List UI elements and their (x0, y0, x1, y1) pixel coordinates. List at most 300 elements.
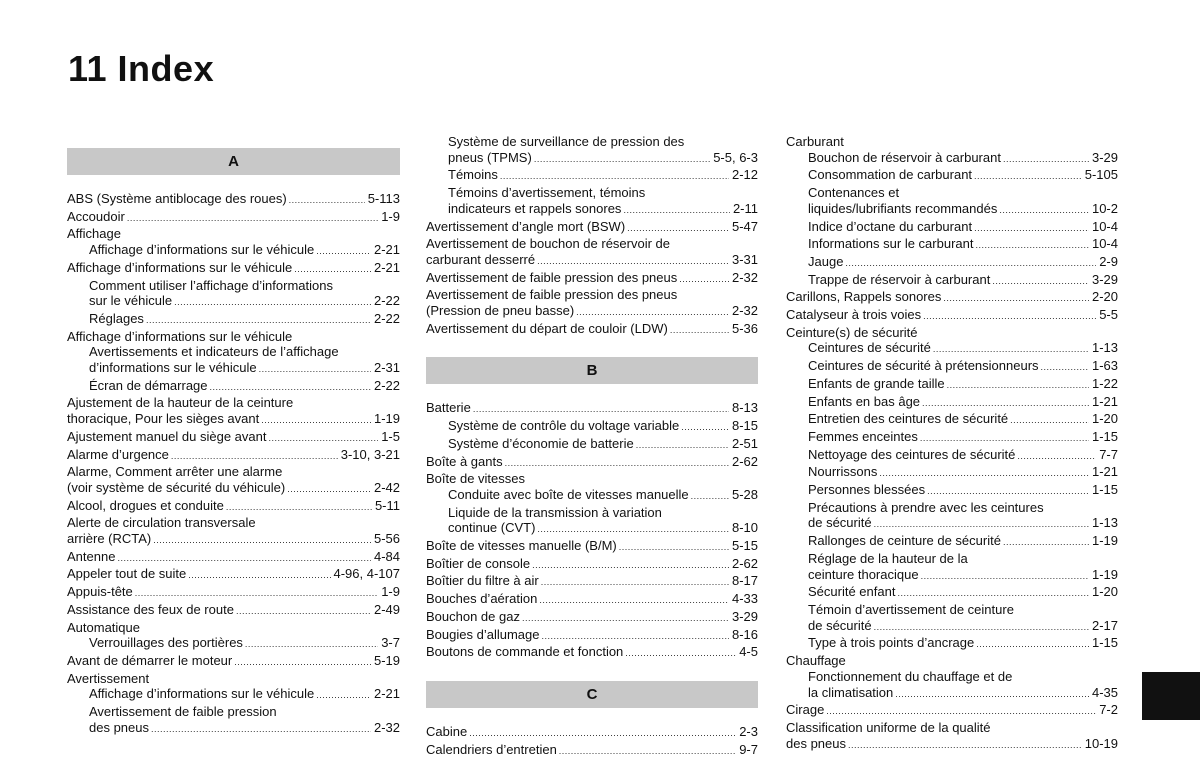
dot-leader (541, 575, 729, 591)
index-entry-label: Indice d’octane du carburant (808, 218, 973, 234)
index-entry-page: 2-21 (373, 686, 400, 702)
index-entry-label: Boîte de vitesses manuelle (B/M) (426, 538, 617, 554)
index-entry (426, 134, 758, 150)
dot-leader (234, 655, 371, 671)
dot-leader (1010, 413, 1089, 429)
index-entry (786, 669, 1118, 685)
dot-leader (505, 456, 729, 472)
index-entry-label: Catalyseur à trois voies (786, 307, 922, 323)
dot-leader (534, 152, 710, 168)
index-entry (426, 487, 758, 505)
dot-leader (897, 586, 1089, 602)
index-entry-label: Avertissement d’angle mort (BSW) (426, 218, 626, 234)
index-entry (786, 464, 1118, 482)
index-entry (786, 447, 1118, 465)
index-entry-label: Boîte de vitesses (426, 471, 525, 487)
index-entry (786, 515, 1118, 533)
index-entry-label: Système de contrôle du voltage variable (448, 418, 680, 434)
index-entry (67, 704, 400, 720)
index-entry-page: 2-31 (373, 360, 400, 376)
index-entry-page: 9-7 (739, 741, 758, 757)
index-entry-label: Jauge (808, 253, 844, 269)
dot-leader (236, 604, 371, 620)
index-entry (426, 454, 758, 472)
index-entry-page: 5-19 (373, 652, 400, 668)
index-entry (426, 436, 758, 454)
index-entry-page: 5-105 (1084, 167, 1118, 183)
dot-leader (316, 688, 371, 704)
index-entry (67, 311, 400, 329)
index-entry (67, 620, 400, 636)
index-entry-page: 2-12 (731, 167, 758, 183)
dot-leader (845, 256, 1096, 272)
index-entry-page: 1-5 (381, 428, 400, 444)
dot-leader (636, 438, 729, 454)
index-entry (786, 254, 1118, 272)
dot-leader (920, 431, 1089, 447)
index-entry (67, 429, 400, 447)
dot-leader (135, 586, 378, 602)
dot-leader (576, 305, 729, 321)
index-entry-label: Boîtier du filtre à air (426, 573, 539, 589)
index-entry (426, 644, 758, 662)
index-entry-page: 5-36 (731, 320, 758, 336)
index-entry-page: 2-22 (373, 310, 400, 326)
index-entry (426, 321, 758, 339)
index-entry (67, 447, 400, 465)
index-entry-label: Alerte de circulation transversale (67, 515, 256, 531)
dot-leader (174, 295, 371, 311)
index-entry-page: 3-29 (1091, 149, 1118, 165)
dot-leader (268, 431, 378, 447)
index-entry-label: thoracique, Pour les sièges avant (67, 411, 260, 427)
index-entry-label: Comment utiliser l’affichage d’informations (89, 277, 333, 293)
dot-leader (947, 378, 1089, 394)
index-entry (67, 549, 400, 567)
dot-leader (146, 313, 371, 329)
dot-leader (1003, 152, 1089, 168)
index-entry-label: Avertissement (67, 670, 150, 686)
index-entry-label: Carillons, Rappels sonores (786, 289, 942, 305)
dot-leader (826, 704, 1096, 720)
index-entry (786, 185, 1118, 201)
dot-leader (1017, 449, 1096, 465)
index-entry-label: Nettoyage des ceintures de sécurité (808, 446, 1016, 462)
index-entry-page: 5-113 (367, 191, 400, 206)
index-entry-page: 3-29 (1091, 271, 1118, 287)
index-entry-page: 1-20 (1091, 411, 1118, 427)
index-entry-page: 1-19 (1091, 566, 1118, 582)
index-entry-label: arrière (RCTA) (67, 531, 152, 547)
dot-leader (261, 413, 371, 429)
dot-leader (210, 380, 371, 396)
index-entry (786, 325, 1118, 341)
index-entry (67, 395, 400, 411)
index-entry-page: 1-63 (1091, 358, 1118, 374)
index-entry-label: Ceinture(s) de sécurité (786, 324, 918, 340)
index-entry-page: 5-11 (374, 497, 400, 513)
index-entry (426, 505, 758, 521)
index-entry-page: 1-22 (1091, 375, 1118, 391)
index-entry-label: Verrouillages des portières (89, 635, 243, 651)
index-entry (67, 411, 400, 429)
index-entry-page: 1-19 (1091, 533, 1118, 549)
dot-leader (1003, 535, 1089, 551)
index-entry-label: Avertissement de faible pression des pneus (426, 287, 678, 303)
index-entry (67, 344, 400, 360)
index-entry (786, 653, 1118, 669)
index-entry-label: Carburant (786, 134, 844, 149)
dot-leader (974, 169, 1082, 185)
dot-leader (226, 500, 372, 516)
index-entry-label: Alarme, Comment arrêter une alarme (67, 464, 283, 480)
index-entry-label: continue (CVT) (448, 520, 536, 536)
index-entry (786, 685, 1118, 703)
dot-leader (294, 262, 371, 278)
index-entry-page: 3-10, 3-21 (340, 446, 400, 462)
dot-leader (627, 221, 729, 237)
index-entry-page: 2-11 (732, 200, 758, 216)
index-entry-label: Cabine (426, 723, 468, 739)
dot-leader (1041, 360, 1089, 376)
dot-leader (625, 646, 736, 662)
index-entry-label: Trappe de réservoir à carburant (808, 271, 991, 287)
dot-leader (691, 489, 729, 505)
dot-leader (151, 722, 371, 738)
index-entry-page: 8-16 (731, 626, 758, 642)
dot-leader (188, 568, 330, 584)
index-entry (426, 538, 758, 556)
index-entry-label: Appeler tout de suite (67, 566, 187, 582)
index-entry-label: (voir système de sécurité du véhicule) (67, 479, 286, 495)
dot-leader (537, 522, 729, 538)
index-entry-page: 5-5, 6-3 (713, 149, 758, 165)
dot-leader (153, 533, 371, 549)
index-entry (786, 736, 1118, 754)
dot-leader (975, 238, 1089, 254)
index-entry-page: 5-28 (731, 486, 758, 502)
index-entry (426, 471, 758, 487)
index-entry (426, 556, 758, 574)
index-entry (786, 236, 1118, 254)
index-entry (786, 720, 1118, 736)
dot-leader (537, 254, 729, 270)
index-entry-page: 10-4 (1091, 236, 1118, 252)
index-entry (426, 219, 758, 237)
index-entry-page: 5-56 (373, 531, 400, 547)
index-entry-label: Informations sur le carburant (808, 236, 974, 252)
index-entry (786, 167, 1118, 185)
index-column-2 (426, 134, 758, 759)
index-entry-label: Automatique (67, 619, 140, 635)
index-entry-page: 2-22 (373, 377, 400, 393)
index-entry (426, 236, 758, 252)
dot-leader (522, 611, 729, 627)
index-entry (67, 720, 400, 738)
index-entry-page: 1-9 (381, 584, 400, 600)
index-entry-label: Réglage de la hauteur de la (808, 550, 968, 566)
index-entry (786, 272, 1118, 290)
index-entry-page: 8-13 (731, 400, 758, 416)
index-entry (786, 635, 1118, 653)
index-entry (67, 209, 400, 227)
index-entry-label: Avant de démarrer le moteur (67, 652, 233, 668)
index-entry (786, 702, 1118, 720)
index-entry-label: de sécurité (808, 617, 872, 633)
index-entry (426, 150, 758, 168)
index-entry-label: des pneus (786, 735, 846, 751)
index-entry-label: Boîtier de console (426, 555, 531, 571)
index-entry (786, 411, 1118, 429)
index-entry-label: Affichage d’informations sur le véhicule (89, 242, 315, 258)
index-entry (786, 533, 1118, 551)
index-entry (67, 360, 400, 378)
index-entry (426, 201, 758, 219)
index-entry-page: 7-7 (1099, 446, 1118, 462)
index-entry-label: Bouchon de réservoir à carburant (808, 149, 1001, 165)
index-entry-label: Affichage d’informations sur le véhicule (89, 686, 315, 702)
chapter-thumb-tab (1142, 672, 1200, 720)
letter-heading-c: C (426, 681, 758, 708)
index-entry (786, 500, 1118, 516)
index-entry-label: Témoin d’avertissement de ceinture (808, 601, 1014, 617)
dot-leader (532, 558, 729, 574)
index-entry-page: 2-21 (373, 259, 400, 275)
index-entry (786, 219, 1118, 237)
index-entry-label: Alcool, drogues et conduite (67, 497, 224, 513)
dot-leader (245, 637, 378, 653)
index-entry-page: 2-51 (731, 435, 758, 451)
index-entry (786, 429, 1118, 447)
dot-leader (559, 744, 736, 760)
index-entry-page: 1-15 (1091, 482, 1118, 498)
index-entry-page: 2-32 (731, 303, 758, 319)
index-entry (426, 185, 758, 201)
index-entry (786, 584, 1118, 602)
index-entry-page: 2-62 (731, 555, 758, 571)
dot-leader (895, 687, 1089, 703)
index-entry-page: 3-31 (731, 251, 758, 267)
index-entry (67, 498, 400, 516)
index-entry-page: 1-13 (1091, 515, 1118, 531)
index-entry-page: 3-29 (731, 608, 758, 624)
index-entry-label: Ceintures de sécurité à prétensionneurs (808, 358, 1039, 374)
index-entry-label: Femmes enceintes (808, 428, 918, 444)
index-entry-label: Boîte à gants (426, 453, 503, 469)
dot-leader (127, 211, 378, 227)
index-entry-label: Précautions à prendre avec les ceintures (808, 499, 1044, 515)
index-entry (786, 289, 1118, 307)
index-entry-label: Ajustement manuel du siège avant (67, 428, 267, 444)
index-entry (67, 242, 400, 260)
index-entry-page: 1-21 (1091, 464, 1118, 480)
index-entry-page: 10-4 (1091, 218, 1118, 234)
index-entry (67, 191, 400, 209)
dot-leader (927, 484, 1089, 500)
index-entry-label: Ceintures de sécurité (808, 340, 931, 356)
index-entry-label: la climatisation (808, 684, 894, 700)
index-entry-label: Avertissement de faible pression des pneus (426, 269, 678, 285)
index-entry-label: Batterie (426, 400, 471, 416)
chapter-title: 11 Index (68, 48, 215, 89)
index-entry-label: (Pression de pneu basse) (426, 303, 575, 319)
index-entry-label: Avertissements et indicateurs de l’affichage (89, 344, 339, 360)
index-entry-label: Témoins (448, 167, 498, 183)
index-entry-page: 2-9 (1099, 253, 1118, 269)
index-entry (426, 287, 758, 303)
index-entry-label: Appuis-tête (67, 584, 133, 600)
index-entry-label: Personnes blessées (808, 482, 926, 498)
dot-leader (287, 482, 371, 498)
index-entry-label: Bougies d’allumage (426, 626, 540, 642)
index-entry-page: 7-2 (1099, 702, 1118, 718)
dot-leader (681, 420, 729, 436)
index-entry-page: 4-96, 4-107 (333, 566, 400, 582)
index-entry-page: 2-3 (739, 723, 758, 739)
dot-leader (848, 738, 1082, 754)
dot-leader (679, 272, 729, 288)
index-entry (67, 260, 400, 278)
dot-leader (117, 551, 371, 567)
index-entry-label: Consommation de carburant (808, 167, 973, 183)
index-entry-page: 2-17 (1091, 617, 1118, 633)
index-entry-page: 2-20 (1091, 289, 1118, 305)
index-entry-label: Système de surveillance de pression des (448, 134, 685, 149)
index-entry-page: 1-15 (1091, 428, 1118, 444)
dot-leader (976, 637, 1089, 653)
index-entry (786, 201, 1118, 219)
dot-leader (539, 593, 729, 609)
index-entry-label: Alarme d’urgence (67, 446, 169, 462)
dot-leader (619, 540, 729, 556)
index-entry-page: 2-62 (731, 453, 758, 469)
index-entry-page: 1-9 (381, 208, 400, 224)
dot-leader (992, 274, 1089, 290)
index-entry (786, 307, 1118, 325)
index-entry-label: ABS (Système antiblocage des roues) (67, 191, 287, 206)
index-entry (786, 618, 1118, 636)
index-entry (786, 602, 1118, 618)
index-column-1 (67, 134, 400, 738)
index-entry (67, 653, 400, 671)
index-entry-label: ceinture thoracique (808, 566, 919, 582)
index-entry-page: 3-7 (381, 635, 400, 651)
index-entry (786, 394, 1118, 412)
index-entry-page: 1-13 (1091, 340, 1118, 356)
dot-leader (670, 323, 729, 339)
index-entry-label: Rallonges de ceinture de sécurité (808, 533, 1001, 549)
index-entry (426, 742, 758, 760)
dot-leader (259, 362, 371, 378)
index-entry-page: 8-17 (731, 573, 758, 589)
index-entry-page: 1-20 (1091, 584, 1118, 600)
index-entry-label: Boutons de commande et fonction (426, 644, 624, 660)
index-entry (426, 591, 758, 609)
dot-leader (874, 517, 1089, 533)
letter-heading-b: B (426, 357, 758, 384)
index-entry (426, 167, 758, 185)
index-entry (426, 252, 758, 270)
index-entry-label: Bouches d’aération (426, 591, 538, 607)
index-entry-label: Affichage (67, 226, 121, 242)
index-entry (67, 278, 400, 294)
index-entry-label: Conduite avec boîte de vitesses manuelle (448, 486, 689, 502)
index-entry-label: Antenne (67, 548, 116, 564)
index-entry-label: Système d’économie de batterie (448, 435, 634, 451)
index-entry-label: Écran de démarrage (89, 377, 208, 393)
index-entry-label: Classification uniforme de la qualité (786, 719, 991, 735)
dot-leader (289, 193, 365, 209)
index-entry-label: Liquide de la transmission à variation (448, 504, 662, 520)
index-entry-label: Fonctionnement du chauffage et de (808, 668, 1013, 684)
index-entry-page: 2-42 (373, 479, 400, 495)
index-entry-label: Nourrissons (808, 464, 878, 480)
index-entry-label: Sécurité enfant (808, 584, 896, 600)
index-entry (67, 515, 400, 531)
index-entry (67, 329, 400, 345)
index-entry (786, 482, 1118, 500)
index-entry (67, 293, 400, 311)
index-entry (67, 566, 400, 584)
index-entry-page: 2-32 (731, 269, 758, 285)
index-entry-label: pneus (TPMS) (448, 149, 532, 165)
index-entry (786, 134, 1118, 150)
index-entry (67, 671, 400, 687)
index-entry-label: Chauffage (786, 653, 846, 669)
index-entry (426, 609, 758, 627)
index-entry-label: Enfants de grande taille (808, 375, 945, 391)
index-entry (67, 531, 400, 549)
index-entry-label: d’informations sur le véhicule (89, 360, 257, 376)
index-entry (67, 602, 400, 620)
index-entry-page: 8-15 (731, 418, 758, 434)
index-entry (786, 551, 1118, 567)
index-entry (786, 340, 1118, 358)
index-entry-page: 1-15 (1091, 635, 1118, 651)
index-entry (67, 584, 400, 602)
index-entry-label: indicateurs et rappels sonores (448, 200, 622, 216)
index-entry-page: 4-84 (373, 548, 400, 564)
index-entry-label: Assistance des feux de route (67, 601, 234, 617)
index-entry-label: Calendriers d’entretien (426, 741, 557, 757)
index-entry (426, 303, 758, 321)
dot-leader (171, 449, 338, 465)
dot-leader (541, 629, 729, 645)
index-entry-page: 5-15 (731, 538, 758, 554)
index-entry-label: Réglages (89, 310, 144, 326)
index-entry-page: 4-5 (739, 644, 758, 660)
index-entry-label: carburant desserré (426, 251, 536, 267)
index-entry (426, 270, 758, 288)
index-entry-page: 1-21 (1091, 393, 1118, 409)
index-entry-label: Affichage d’informations sur le véhicule (67, 328, 293, 344)
index-entry-page: 2-32 (373, 719, 400, 735)
index-entry-page: 2-21 (373, 242, 400, 258)
index-entry (67, 686, 400, 704)
index-entry (786, 567, 1118, 585)
dot-leader (874, 620, 1089, 636)
index-entry-page: 2-49 (373, 601, 400, 617)
dot-leader (473, 402, 729, 418)
index-entry-page: 5-47 (731, 218, 758, 234)
dot-leader (921, 569, 1089, 585)
index-entry (426, 400, 758, 418)
dot-leader (923, 309, 1096, 325)
index-entry-label: des pneus (89, 719, 149, 735)
index-entry-page: 10-2 (1091, 200, 1118, 216)
dot-leader (469, 726, 736, 742)
index-column-3 (786, 134, 1118, 753)
